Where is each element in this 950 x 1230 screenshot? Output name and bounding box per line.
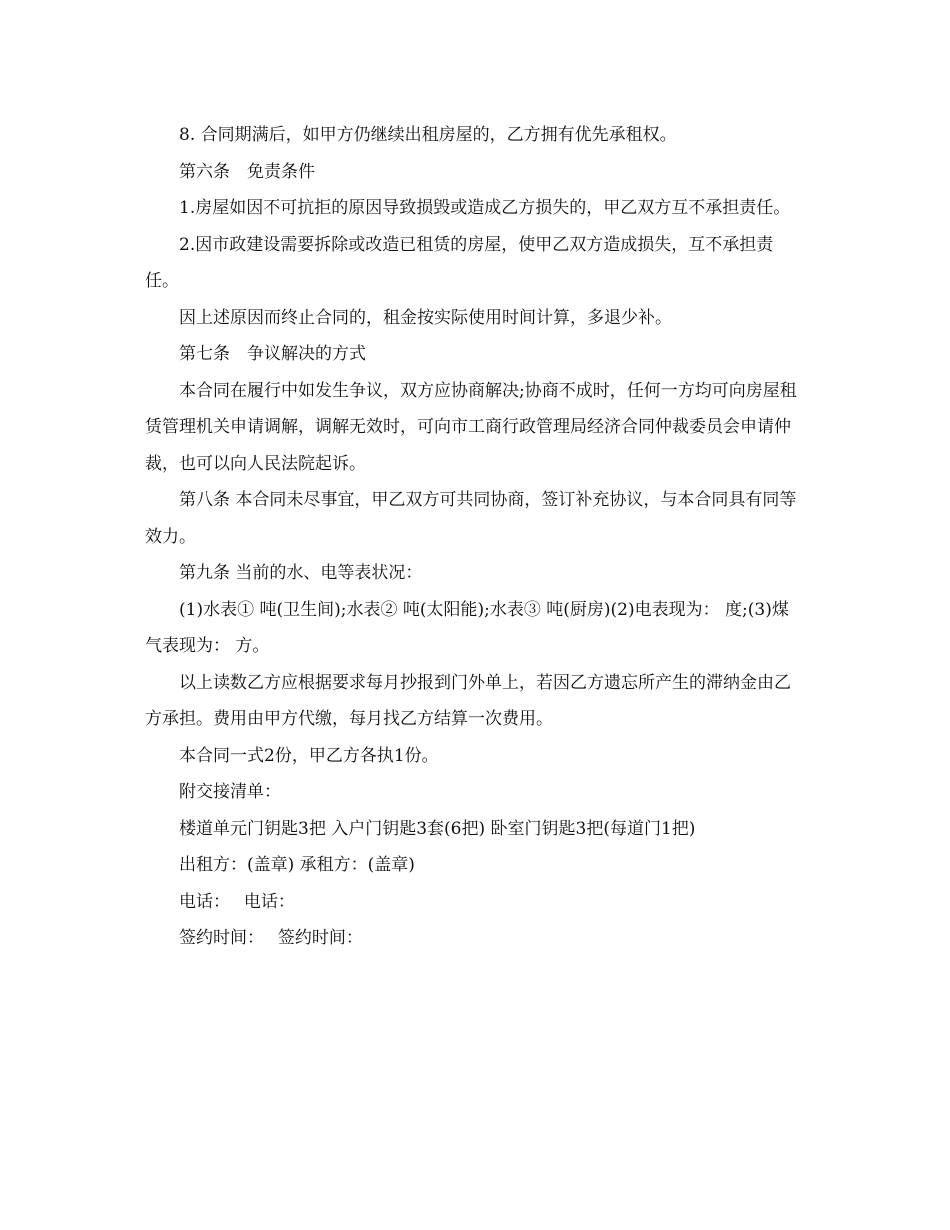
signatures-parties: 出租方：(盖章) 承租方：(盖章)	[179, 855, 415, 875]
article-6-item-2: 2.因市政建设需要拆除或改造已租赁的房屋，使甲乙双方造成损失，互不承担责任。	[145, 234, 774, 291]
handover-list-heading: 附交接清单：	[179, 782, 281, 802]
article-8-body: 第八条 本合同未尽事宜，甲乙双方可共同协商，签订补充协议，与本合同具有同等效力。	[145, 490, 797, 547]
article-6-note: 因上述原因而终止合同的，租金按实际使用时间计算，多退少补。	[179, 307, 672, 328]
article-7-body: 本合同在履行中如发生争议，双方应协商解决;协商不成时，任何一方均可向房屋租赁管理机关申请调解，调解无效时，可向市工商行政管理局经济合同仲裁委员会申请仲裁，也可以向人民法院起诉。	[145, 380, 797, 474]
handover-list-keys: 楼道单元门钥匙3把 入户门钥匙3套(6把) 卧室门钥匙3把(每道门1把)	[179, 818, 696, 839]
clause-5-item-8: 8. 合同期满后，如甲方仍继续出租房屋的，乙方拥有优先承租权。	[179, 125, 677, 145]
signatures-phone: 电话： 电话：	[179, 891, 295, 912]
meter-reporting-note: 以上读数乙方应根据要求每月抄报到门外单上，若因乙方遗忘所产生的滞纳金由乙方承担。费用由甲方代缴，每月找乙方结算一次费用。	[145, 672, 791, 729]
article-7-heading: 第七条 争议解决的方式	[179, 344, 366, 364]
signatures-date: 签约时间： 签约时间：	[179, 928, 363, 948]
article-6-item-1: 1.房屋如因不可抗拒的原因导致损毁或造成乙方损失的，甲乙双方互不承担责任。	[179, 198, 791, 218]
article-9-heading: 第九条 当前的水、电等表状况：	[179, 563, 423, 583]
document-body	[145, 117, 805, 957]
article-6-heading: 第六条 免责条件	[179, 161, 315, 182]
copies-clause: 本合同一式2份，甲乙方各执1份。	[179, 745, 439, 766]
meter-readings: (1)水表① 吨(卫生间);水表② 吨(太阳能);水表③ 吨(厨房)(2)电表现为： 度;(3)煤气表现为： 方。	[145, 599, 789, 656]
